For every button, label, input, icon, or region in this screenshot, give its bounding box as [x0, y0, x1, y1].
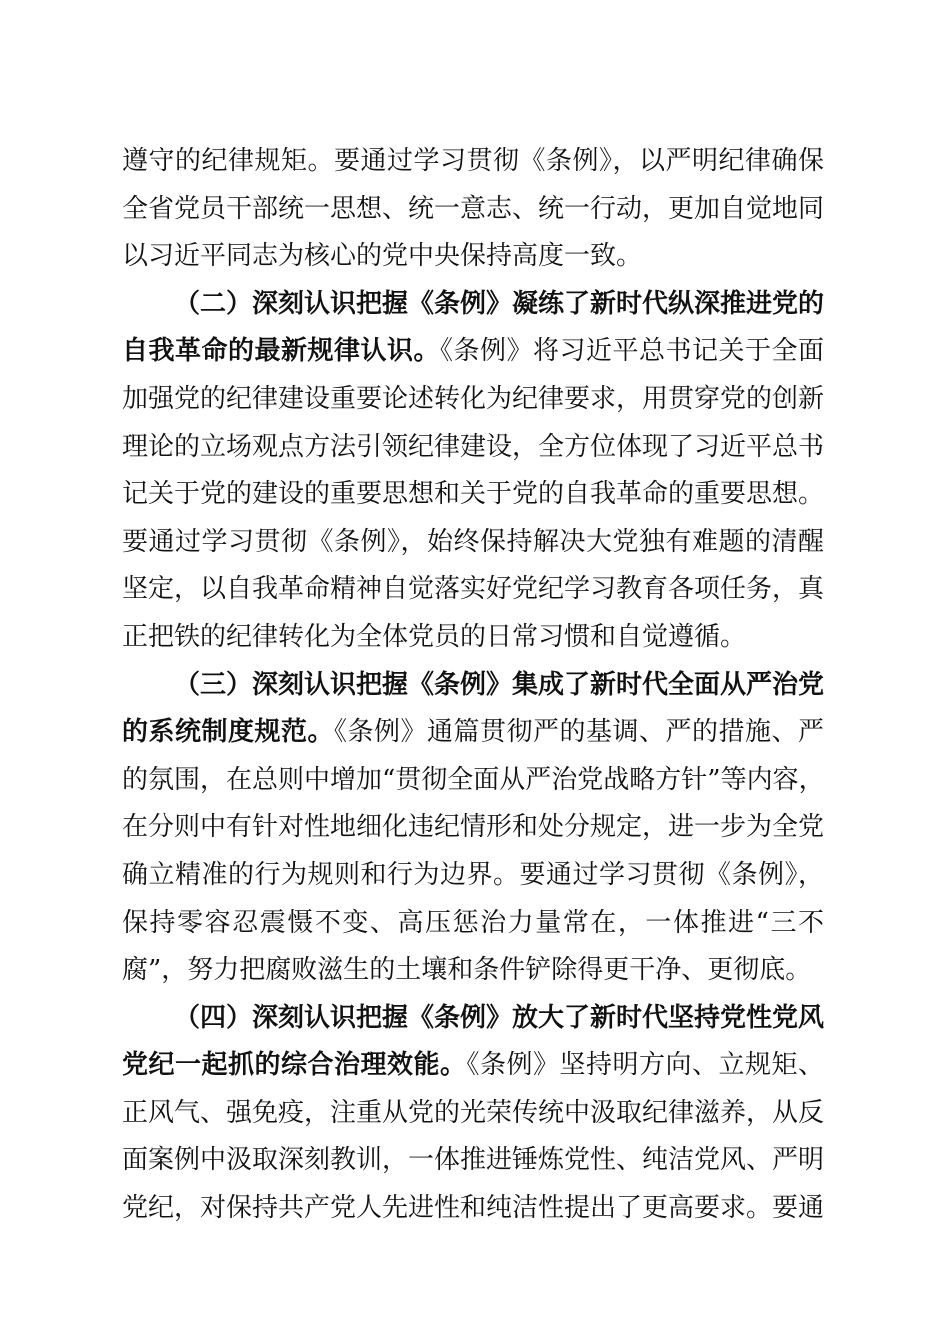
text-line: 加强党的纪律建设重要论述转化为纪律要求，用贯穿党的创新: [122, 383, 825, 414]
paragraph-3: [122, 662, 824, 995]
text-line: 正把铁的纪律转化为全体党员的日常习惯和自觉遵循。: [122, 621, 747, 652]
text-line: 以习近平同志为核心的党中央保持高度一致。: [122, 241, 643, 272]
text-line: 要通过学习贯彻《条例》，始终保持解决大党独有难题的清醒: [122, 526, 824, 557]
section-heading: 党纪一起抓的综合治理效能。: [122, 1050, 467, 1081]
text-line: 面案例中汲取深刻教训，一体推进锤炼党性、纯洁党风、严明: [122, 1145, 825, 1176]
heading-line: [122, 662, 824, 710]
paragraph-2: [122, 281, 824, 662]
section-heading: （四）深刻认识把握《条例》放大了新时代坚持党性党风: [174, 1002, 825, 1033]
section-heading: 自我革命的最新规律认识。: [122, 336, 440, 367]
document-body: [122, 138, 824, 1233]
text-line: 自我革命的最新规律认识。《条例》将习近平总书记关于全面: [122, 336, 824, 367]
text-line: 腐”，努力把腐败滋生的土壤和条件铲除得更干净、更彻底。: [122, 955, 812, 986]
text-line: 的氛围，在总则中增加“贯彻全面从严治党战略方针”等内容，: [122, 764, 825, 795]
text-line: 确立精准的行为规则和行为边界。要通过学习贯彻《条例》，: [122, 859, 824, 890]
text-line: 全省党员干部统一思想、统一意志、统一行动，更加自觉地同: [122, 193, 825, 224]
text-line: 正风气、强免疫，注重从党的光荣传统中汲取纪律滋养，从反: [122, 1097, 825, 1128]
text-line: 理论的立场观点方法引领纪律建设，全方位体现了习近平总书: [122, 431, 825, 462]
text-line: 党纪，对保持共产党人先进性和纯洁性提出了更高要求。要通: [122, 1193, 825, 1224]
text-line: 记关于党的建设的重要思想和关于党的自我革命的重要思想。: [122, 479, 825, 510]
text-line: 遵守的纪律规矩。要通过学习贯彻《条例》，以严明纪律确保: [122, 146, 824, 176]
paragraph-1: [122, 138, 824, 281]
paragraph-4: [122, 995, 824, 1233]
section-heading: （三）深刻认识把握《条例》集成了新时代全面从严治党: [174, 669, 825, 700]
heading-line: [122, 995, 824, 1043]
heading-line: [122, 281, 824, 329]
text-line: 党纪一起抓的综合治理效能。《条例》坚持明方向、立规矩、: [122, 1050, 824, 1081]
text-line: 的系统制度规范。《条例》通篇贯彻严的基调、严的措施、严: [122, 717, 824, 748]
text-line: 在分则中有针对性地细化违纪情形和处分规定，进一步为全党: [122, 812, 825, 843]
text-line: 坚定，以自我革命精神自觉落实好党纪学习教育各项任务，真: [122, 574, 825, 605]
section-heading: 的系统制度规范。: [122, 717, 334, 748]
section-heading: （二）深刻认识把握《条例》凝练了新时代纵深推进党的: [174, 288, 825, 319]
text-line: 保持零容忍震慑不变、高压惩治力量常在，一体推进“三不: [122, 907, 824, 938]
